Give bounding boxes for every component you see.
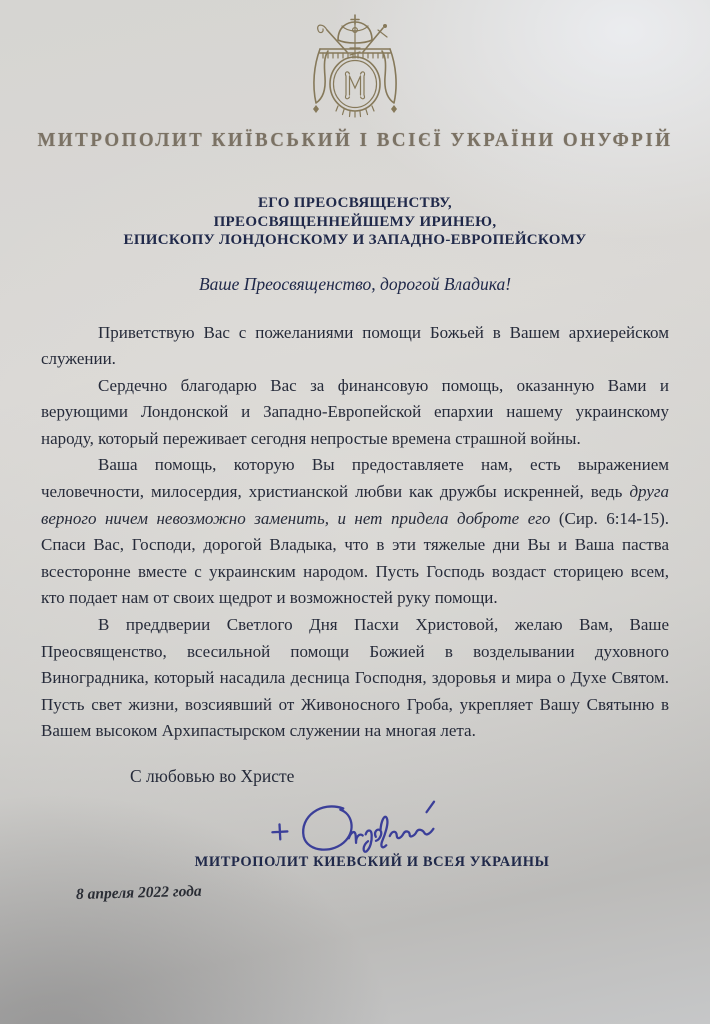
addressee-line-2: ПРЕОСВЯЩЕННЕЙШЕМУ ИРИНЕЮ, [213,213,497,230]
addressee-line-1: ЕГО ПРЕОСВЯЩЕНСТВУ, [258,195,452,211]
closing-line: С любовью во Христе [130,766,295,786]
paragraph-2: Сердечно благодарю Вас за финансовую помощь, оказанную Вами и верующими Лондонской и Западно-Европейской епархии нашему украинскому народу, который переживает сегодня непростые времена страшной войны. [41,375,669,448]
letter-date: 8 апреля 2022 года [75,882,202,903]
paragraph-3-tail: (Сир. 6:14-15). Спаси Вас, Господи, дорогой Владыка, что в эти тяжелые дни Вы и Ваша паства всесторонне вместе с украинским народом. Пусть Господь воздаст сторицею всем, кто подает нам от своих щедрот и возможностей руку помощи. [41,508,669,608]
paragraph-3-lead: Ваша помощь, которую Вы предоставляете нам, есть выражением человечности, милосердия, христианской любви как дружбы искренней, ведь [41,455,669,502]
metropolitan-crest-icon [290,13,420,121]
paragraph-3 [41,452,669,612]
addressee-block [0,194,710,250]
letterhead-title: МИТРОПОЛИТ КИЇВСЬКИЙ І ВСІЄЇ УКРАЇНИ ОНУФРІЙ [37,129,673,152]
paragraph-1: Приветствую Вас с пожеланиями помощи Божьей в Вашем архиерейском служении. [41,322,669,369]
signature-handwriting [255,785,490,859]
signature-block [0,791,710,853]
salutation: Ваше Преосвященство, дорогой Владика! [198,273,512,294]
letter-body [41,320,669,746]
paragraph-4: В преддверии Светлого Дня Пасхи Христовой, желаю Вам, Ваше Преосвященство, всесильной помощи Божией в возделывании духовного Виноградника, который насадила десница Господня, здоровья и мира о Духе Святом. Пусть свет жизни, возсиявший от Живоносного Гроба, укрепляет Вашу Святыню в Вашем высоком Архипастырском служении на многая лета. [41,615,669,741]
signatory-name: МИТРОПОЛИТ КИЕВСКИЙ И ВСЕЯ УКРАИНЫ [194,854,550,870]
scripture-quote: друга верного ничем невозможно заменить, и нет придела доброте его [41,482,670,528]
addressee-line-3: ЕПИСКОПУ ЛОНДОНСКОМУ И ЗАПАДНО-ЕВРОПЕЙСКОМУ [123,232,587,248]
